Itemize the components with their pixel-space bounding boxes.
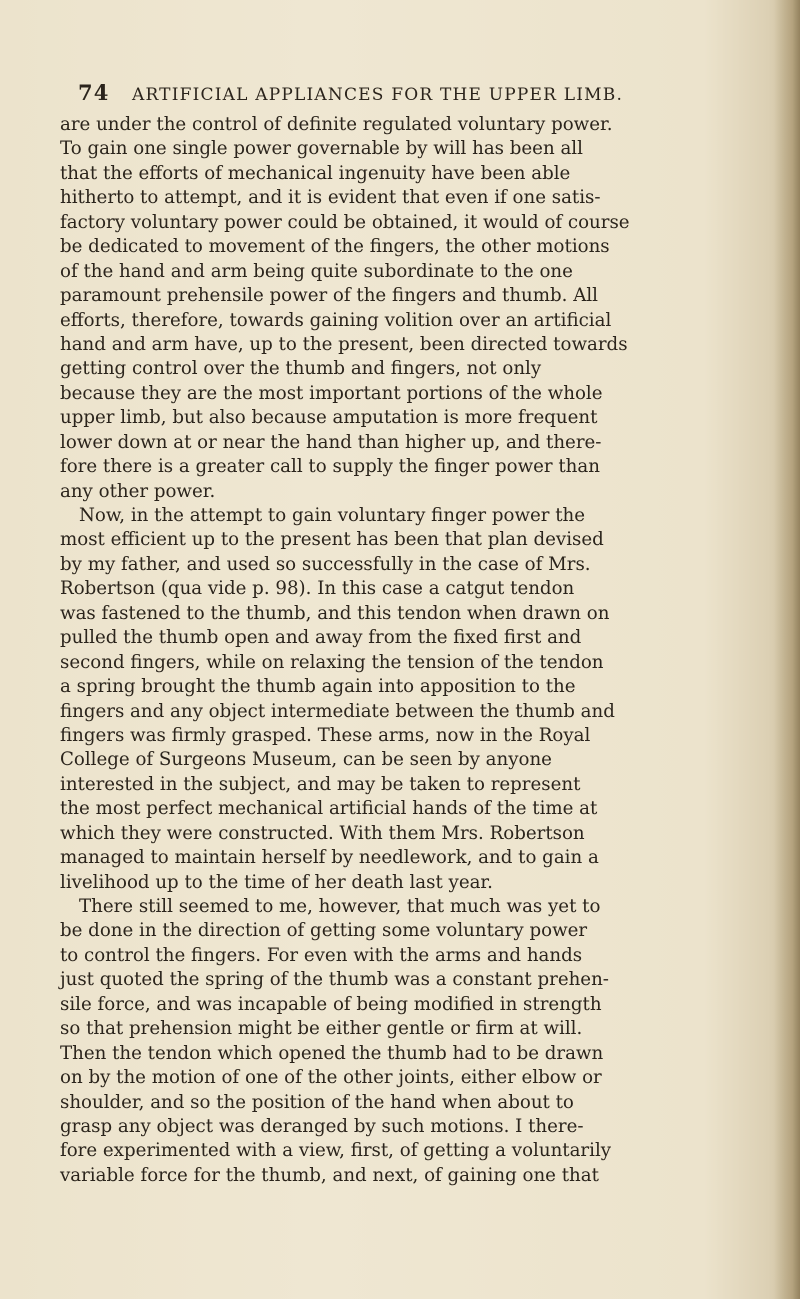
- text-line: of the hand and arm being quite subordinate to the one: [60, 260, 573, 282]
- text-line: the most perfect mechanical artificial hands of the time at: [60, 798, 598, 820]
- text-line: to control the fingers. For even with the arms and hands: [60, 944, 583, 966]
- text-line: managed to maintain herself by needlework, and to gain a: [60, 847, 599, 869]
- text-line: interested in the subject, and may be taken to represent: [60, 773, 581, 795]
- text-line: variable force for the thumb, and next, of gaining one that: [60, 1164, 599, 1186]
- text-line: so that prehension might be either gentle or firm at will.: [60, 1018, 583, 1040]
- text-line: Now, in the attempt to gain voluntary finger power the: [79, 505, 586, 526]
- text-line: fingers was firmly grasped. These arms, now in the Royal: [60, 724, 591, 746]
- text-line: Then the tendon which opened the thumb had to be drawn: [60, 1042, 604, 1064]
- text-line: Robertson (qua vide p. 98). In this case a catgut tendon: [60, 578, 575, 600]
- text-line: pulled the thumb open and away from the fixed first and: [60, 627, 582, 649]
- text-line: just quoted the spring of the thumb was a constant prehen-: [60, 969, 609, 991]
- text-line: was fastened to the thumb, and this tendon when drawn on: [60, 602, 610, 624]
- body-text: [60, 113, 780, 1188]
- text-line: factory voluntary power could be obtained, it would of course: [60, 211, 630, 233]
- text-line: shoulder, and so the position of the hand when about to: [60, 1091, 574, 1113]
- text-line: be dedicated to movement of the fingers, the other motions: [60, 236, 610, 258]
- text-line: grasp any object was deranged by such motions. I there-: [60, 1115, 584, 1137]
- text-line: To gain one single power governable by will has been all: [60, 138, 583, 160]
- text-line: lower down at or near the hand than higher up, and there-: [60, 431, 602, 453]
- text-line: College of Surgeons Museum, can be seen by anyone: [60, 749, 552, 771]
- text-line: upper limb, but also because amputation is more frequent: [60, 407, 598, 429]
- text-line: efforts, therefore, towards gaining volition over an artificial: [60, 309, 612, 331]
- page-number: 74: [78, 80, 110, 105]
- text-line: that the efforts of mechanical ingenuity have been able: [60, 162, 571, 184]
- text-line: on by the motion of one of the other joints, either elbow or: [60, 1067, 602, 1089]
- text-line: second fingers, while on relaxing the tension of the tendon: [60, 651, 604, 673]
- text-line: because they are the most important portions of the whole: [60, 382, 603, 404]
- text-line: be done in the direction of getting some voluntary power: [60, 920, 588, 942]
- text-line: most efficient up to the present has been that plan devised: [60, 529, 604, 551]
- text-line: are under the control of definite regulated voluntary power.: [60, 114, 613, 135]
- text-line: a spring brought the thumb again into apposition to the: [60, 676, 576, 698]
- text-line: fore experimented with a view, first, of getting a voluntarily: [60, 1140, 612, 1162]
- page-header: [78, 80, 768, 114]
- text-line: getting control over the thumb and fingers, not only: [60, 358, 542, 380]
- text-line: There still seemed to me, however, that much was yet to: [79, 896, 601, 917]
- text-line: by my father, and used so successfully in the case of Mrs.: [60, 553, 591, 575]
- text-line: fore there is a greater call to supply the finger power than: [60, 456, 600, 478]
- text-line: sile force, and was incapable of being modified in strength: [60, 993, 602, 1015]
- text-line: which they were constructed. With them Mrs. Robertson: [60, 822, 585, 844]
- text-line: any other power.: [60, 480, 216, 502]
- text-line: hand and arm have, up to the present, been directed towards: [60, 333, 628, 355]
- text-line: livelihood up to the time of her death last year.: [60, 871, 493, 893]
- text-line: hitherto to attempt, and it is evident that even if one satis-: [60, 187, 601, 209]
- text-line: paramount prehensile power of the fingers and thumb. All: [60, 285, 598, 307]
- running-head: ARTIFICIAL APPLIANCES FOR THE UPPER LIMB.: [132, 85, 624, 105]
- text-line: fingers and any object intermediate between the thumb and: [60, 700, 615, 722]
- page-edge-shadow: [774, 0, 800, 1299]
